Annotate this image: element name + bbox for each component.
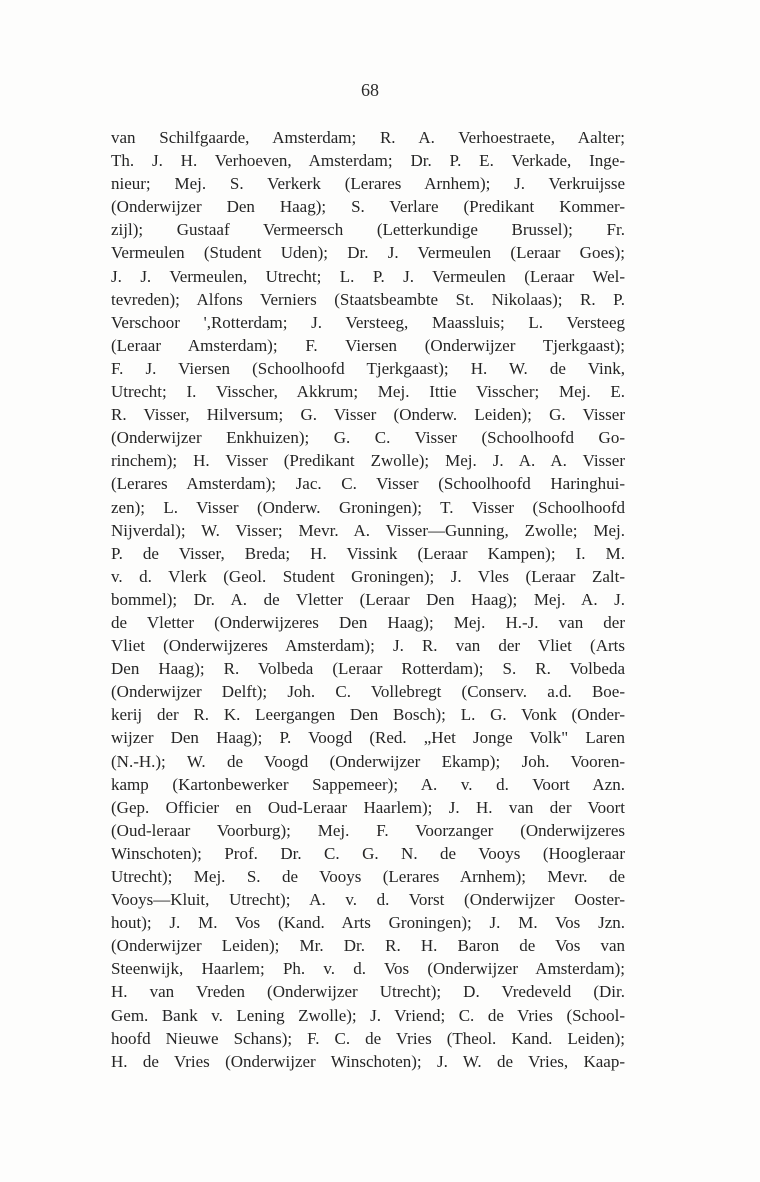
text-line: bommel); Dr. A. de Vletter (Leraar Den Haag); Mej. A. J. [111, 589, 625, 609]
text-line: Winschoten); Prof. Dr. C. G. N. de Vooys (Hoogleraar [111, 843, 625, 863]
text-line: (Onderwijzer Den Haag); S. Verlare (Predikant Kommer- [111, 197, 625, 217]
text-line: (Lerares Amsterdam); Jac. C. Visser (Schoolhoofd Haringhui- [111, 474, 625, 494]
text-line: Gem. Bank v. Lening Zwolle); J. Vriend; C. de Vries (School- [111, 1005, 625, 1025]
text-line: Verschoor ',Rotterdam; J. Versteeg, Maassluis; L. Versteeg [111, 312, 625, 332]
page-number: 68 [361, 80, 379, 100]
text-line: Steenwijk, Haarlem; Ph. v. d. Vos (Onderwijzer Amsterdam); [111, 959, 625, 979]
text-line: hoofd Nieuwe Schans); F. C. de Vries (Theol. Kand. Leiden); [111, 1028, 625, 1048]
text-line: de Vletter (Onderwijzeres Den Haag); Mej. H.-J. van der [111, 612, 625, 632]
text-line: (N.-H.); W. de Voogd (Onderwijzer Ekamp); Joh. Vooren- [111, 751, 625, 771]
text-line: J. J. Vermeulen, Utrecht; L. P. J. Vermeulen (Leraar Wel- [111, 266, 625, 286]
text-line: Utrecht); Mej. S. de Vooys (Lerares Arnhem); Mevr. de [111, 867, 625, 886]
text-line: zen); L. Visser (Onderw. Groningen); T. Visser (Schoolhoofd [111, 497, 625, 517]
text-line: (Leraar Amsterdam); F. Viersen (Onderwijzer Tjerkgaast); [111, 335, 625, 355]
text-line: Vliet (Onderwijzeres Amsterdam); J. R. van der Vliet (Arts [111, 636, 625, 656]
text-line: van Schilfgaarde, Amsterdam; R. A. Verhoestraete, Aalter; [111, 128, 625, 147]
text-line: (Gep. Officier en Oud-Leraar Haarlem); J. H. van der Voort [111, 797, 625, 817]
text-line: kerij der R. K. Leergangen Den Bosch); L. G. Vonk (Onder- [111, 705, 625, 725]
text-line: Nijverdal); W. Visser; Mevr. A. Visser—Gunning, Zwolle; Mej. [111, 520, 625, 540]
text-line: hout); J. M. Vos (Kand. Arts Groningen); J. M. Vos Jzn. [111, 913, 625, 933]
text-line: (Onderwijzer Delft); Joh. C. Vollebregt (Conserv. a.d. Boe- [111, 682, 625, 702]
text-line: P. de Visser, Breda; H. Vissink (Leraar Kampen); I. M. [111, 543, 625, 563]
text-line: (Onderwijzer Leiden); Mr. Dr. R. H. Baron de Vos van [111, 936, 625, 956]
text-line: Vooys—Kluit, Utrecht); A. v. d. Vorst (Onderwijzer Ooster- [111, 890, 625, 910]
text-line: nieur; Mej. S. Verkerk (Lerares Arnhem); J. Verkruijsse [111, 174, 625, 194]
text-line: Utrecht; I. Visscher, Akkrum; Mej. Ittie Visscher; Mej. E. [111, 382, 625, 402]
text-line: tevreden); Alfons Verniers (Staatsbeambte St. Nikolaas); R. P. [111, 289, 625, 309]
text-line: (Oud-leraar Voorburg); Mej. F. Voorzanger (Onderwijzeres [111, 820, 625, 840]
text-line: Den Haag); R. Volbeda (Leraar Rotterdam); S. R. Volbeda [111, 659, 625, 679]
text-line: Th. J. H. Verhoeven, Amsterdam; Dr. P. E. Verkade, Inge- [111, 151, 625, 171]
text-line: rinchem); H. Visser (Predikant Zwolle); Mej. J. A. A. Visser [111, 451, 625, 471]
text-line: v. d. Vlerk (Geol. Student Groningen); J. Vles (Leraar Zalt- [111, 566, 625, 586]
text-line: H. de Vries (Onderwijzer Winschoten); J. W. de Vries, Kaap- [111, 1051, 625, 1071]
text-line: kamp (Kartonbewerker Sappemeer); A. v. d. Voort Azn. [111, 774, 625, 794]
text-line: wijzer Den Haag); P. Voogd (Red. „Het Jonge Volk" Laren [111, 728, 625, 748]
text-line: Vermeulen (Student Uden); Dr. J. Vermeulen (Leraar Goes); [111, 243, 625, 263]
text-line: R. Visser, Hilversum; G. Visser (Onderw. Leiden); G. Visser [111, 405, 625, 425]
body-text [111, 126, 625, 1073]
text-line: zijl); Gustaaf Vermeersch (Letterkundige Brussel); Fr. [111, 220, 625, 240]
text-line: (Onderwijzer Enkhuizen); G. C. Visser (Schoolhoofd Go- [111, 428, 625, 448]
text-line: H. van Vreden (Onderwijzer Utrecht); D. Vredeveld (Dir. [111, 982, 625, 1002]
text-line: F. J. Viersen (Schoolhoofd Tjerkgaast); H. W. de Vink, [111, 358, 625, 378]
